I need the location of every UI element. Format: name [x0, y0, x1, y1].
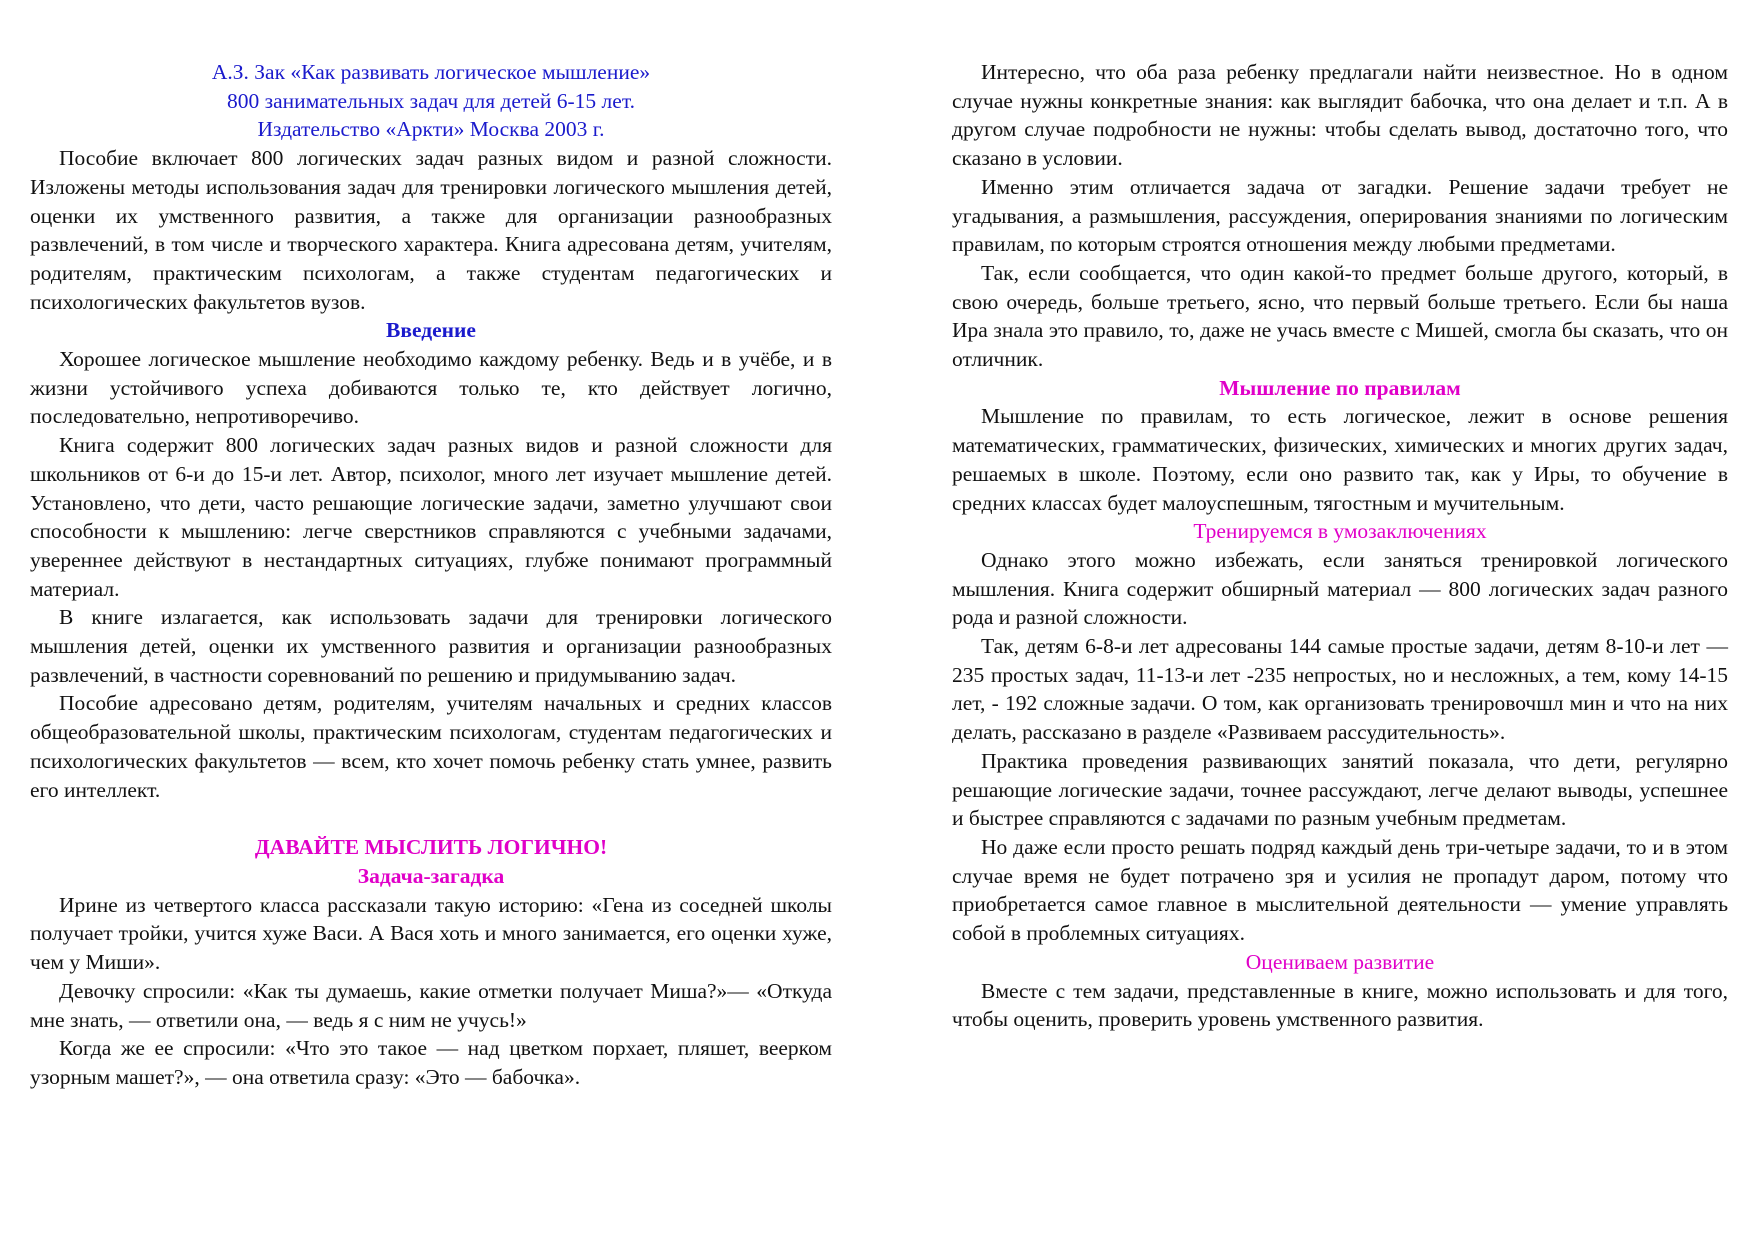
left-column: [30, 58, 832, 1092]
introduction-heading: Введение: [386, 318, 476, 343]
publisher-line: Издательство «Аркти» Москва 2003 г.: [257, 117, 605, 142]
riddle-heading: Задача-загадка: [357, 863, 505, 888]
book-subtitle-line: 800 занимательных задач для детей 6-15 лет.: [227, 88, 635, 113]
rules-heading: Мышление по правилам: [1219, 375, 1461, 400]
riddle-paragraph: Когда же ее спросили: «Что это такое — над цветком порхает, пляшет, веерком узорным машет?», — она ответила сразу: «Это — бабочка».: [30, 1036, 832, 1089]
intro-paragraph: Пособие включает 800 логических задач разных видом и разной сложности. Изложены методы использования задач для тренировки логического мышления детей, оценки их умственного развития, а также для организации разнообразных развлечений, в том числе и творческого характера. Книга адресована детям, учителям, родителям, практическим психологам, а также студентам педагогических и психологических факультетов вузов.: [30, 146, 832, 314]
section-spacer: [30, 804, 832, 833]
book-title-line: А.З. Зак «Как развивать логическое мышление»: [211, 60, 651, 84]
chapter-heading: ДАВАЙТЕ МЫСЛИТЬ ЛОГИЧНО!: [254, 835, 608, 860]
training-paragraph: Так, детям 6-8-и лет адресованы 144 самые простые задачи, детям 8-10-и лет — 235 простых задач, 11-13-и лет -235 непростых, но и несложных, а тем, кому 14-15 лет, - 192 сложные задачи. О том, как организовать тренировочшл мин и что на них делать, рассказано в разделе «Развиваем рассудительность».: [952, 634, 1728, 745]
riddle-paragraph: Девочку спросили: «Как ты думаешь, какие отметки получает Миша?»— «Откуда мне знать, — ответили она, — ведь я с ним не учусь!»: [30, 978, 832, 1032]
right-column: [952, 58, 1728, 1034]
opening-paragraph: Так, если сообщается, что один какой-то предмет больше другого, который, в свою очередь, больше третьего, ясно, что первый больше третьего. Если бы наша Ира знала это правило, то, даже не учась вместе с Мишей, смогла бы сказать, что он отличник.: [952, 260, 1728, 372]
introduction-paragraph: Хорошее логическое мышление необходимо каждому ребенку. Ведь и в учёбе, и в жизни устойчивого успеха добиваются только те, кто действует логично, последовательно, непротиворечиво.: [30, 347, 832, 429]
training-paragraph: Но даже если просто решать подряд каждый день три-четыре задачи, то и в этом случае время не будет потрачено зря и усилия не пропадут даром, потому что приобретается самое главное в мыслительной деятельности — умение управлять собой в проблемных ситуациях.: [952, 834, 1728, 946]
riddle-paragraph: Ирине из четвертого класса рассказали такую историю: «Гена из соседней школы получает тройки, учится хуже Васи. А Вася хоть и много занимается, его оценки хуже, чем у Миши».: [30, 892, 832, 975]
training-heading: Тренируемся в умозаключениях: [1193, 519, 1487, 544]
opening-paragraph: Интересно, что оба раза ребенку предлагали найти неизвестное. Но в одном случае нужны конкретные знания: как выглядит бабочка, что она делает и т.п. А в другом случае подробности не нужны: чтобы сделать вывод, достаточно того, что сказано в условии.: [952, 60, 1728, 171]
training-paragraph: Однако этого можно избежать, если заняться тренировкой логического мышления. Книга содержит обширный материал — 800 логических задач разного рода и разной сложности.: [952, 547, 1728, 630]
rules-paragraph: Мышление по правилам, то есть логическое, лежит в основе решения математических, грамматических, физических, химических и многих других задач, решаемых в школе. Поэтому, если оно развито так, как у Иры, то обучение в средних классах будет малоуспешным, тягостным и мучительным.: [952, 404, 1728, 515]
training-paragraph: Практика проведения развивающих занятий показала, что дети, регулярно решающие логические задачи, точнее рассуждают, легче делают выводы, успешнее и быстрее справляются с задачами по разным учебным предметам.: [952, 748, 1728, 831]
assessment-heading: Оцениваем развитие: [1245, 949, 1435, 974]
introduction-paragraph: В книге излагается, как использовать задачи для тренировки логического мышления детей, оценки их умственного развития и организации разнообразных развлечений, в частности соревнований по решению и придумыванию задач.: [30, 605, 832, 687]
introduction-paragraph: Книга содержит 800 логических задач разных видов и разной сложности для школьников от 6-и до 15-и лет. Автор, психолог, много лет изучает мышление детей. Установлено, что дети, часто решающие логические задачи, заметно улучшают свои способности к мышлению: легче сверстников справляются с учебными задачами, увереннее действуют в нестандартных ситуациях, глубже понимают программный материал.: [30, 433, 832, 601]
opening-paragraph: Именно этим отличается задача от загадки. Решение задачи требует не угадывания, а размышления, рассуждения, оперирования знаниями по логическим правилам, по которым строятся отношения между любыми предметами.: [952, 174, 1728, 257]
introduction-paragraph: Пособие адресовано детям, родителям, учителям начальных и средних классов общеобразовательной школы, практическим психологам, студентам педагогических и психологических факультетов — всем, кто хочет помочь ребенку стать умнее, развить его интеллект.: [30, 691, 832, 802]
assessment-paragraph: Вместе с тем задачи, представленные в книге, можно использовать и для того, чтобы оценить, проверить уровень умственного развития.: [952, 978, 1728, 1032]
